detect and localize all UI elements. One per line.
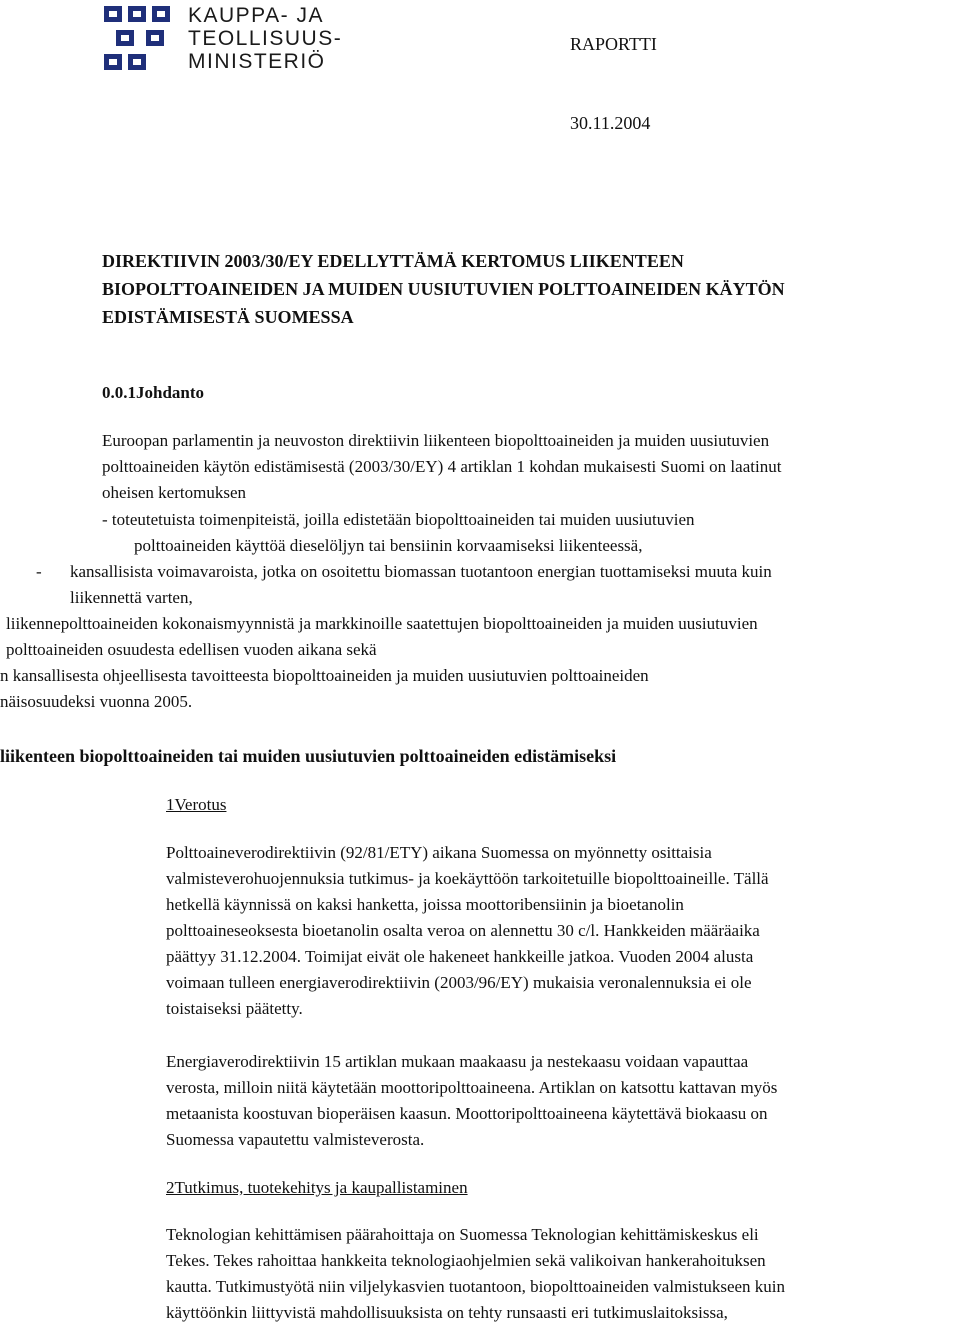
ministry-logo: [102, 4, 352, 76]
paragraph-line: toistaiseksi päätetty.: [166, 999, 303, 1018]
section-heading-measures: liikenteen biopolttoaineiden tai muiden uusiutuvien polttoaineiden edistämiseksi: [0, 746, 617, 766]
paragraph-line: päättyy 31.12.2004. Toimijat eivät ole hakeneet hankkeille jatkoa. Vuoden 2004 alusta: [166, 947, 754, 966]
list-item: liikennepolttoaineiden kokonaismyynnistä ja markkinoille saatettujen biopolttoaineiden ja muiden uusiutuvien: [6, 614, 758, 633]
list-item-continuation: polttoaineiden käyttöä dieselöljyn tai bensiinin korvaamiseksi liikenteessä,: [134, 536, 643, 555]
paragraph-line: Suomessa vapautettu valmisteverosta.: [166, 1130, 425, 1149]
report-label: RAPORTTI: [570, 34, 657, 54]
report-date: 30.11.2004: [570, 113, 651, 133]
title-line: EDISTÄMISESTÄ SUOMESSA: [102, 307, 354, 327]
subsection-heading-taxation: 1Verotus: [166, 795, 227, 814]
logo-emblem-icon: [102, 4, 182, 76]
subsection-heading-research: 2Tutkimus, tuotekehitys ja kaupallistaminen: [166, 1178, 468, 1197]
paragraph-line: Teknologian kehittämisen päärahoittaja on Suomessa Teknologian kehittämiskeskus eli: [166, 1225, 759, 1244]
paragraph-line: valmisteverohuojennuksia tutkimus- ja koekäyttöön tarkoitetuille biopolttoaineille. Tällä: [166, 869, 769, 888]
section-heading-intro: 0.0.1Johdanto: [102, 383, 205, 402]
list-item-continuation: näisosuudeksi vuonna 2005.: [0, 692, 193, 711]
taxation-paragraph-1: [166, 840, 956, 1022]
list-item-continuation: polttoaineiden osuudesta edellisen vuoden aikana sekä: [6, 640, 377, 659]
paragraph-line: polttoaineseoksesta bioetanolin osalta veroa on alennettu 30 c/l. Hankkeiden määräaika: [166, 921, 760, 940]
logo-wordmark: [188, 4, 358, 73]
logo-line: TEOLLISUUS-: [188, 27, 343, 50]
paragraph-line: voimaan tulleen energiaverodirektiivin (2003/96/EY) mukaisia veronalennuksia ei ole: [166, 973, 752, 992]
list-item-continuation: liikennettä varten,: [70, 588, 193, 607]
paragraph-line: verosta, milloin niitä käytetään moottoripolttoaineena. Artiklan on katsottu kattavan myös: [166, 1078, 778, 1097]
list-item: - toteutetuista toimenpiteistä, joilla edistetään biopolttoaineiden tai muiden uusiutuvien: [102, 510, 695, 529]
intro-paragraph: [102, 428, 960, 506]
research-paragraph-1: [166, 1222, 956, 1326]
title-line: DIREKTIIVIN 2003/30/EY EDELLYTTÄMÄ KERTOMUS LIIKENTEEN: [102, 251, 684, 271]
list-item: kansallisista voimavaroista, jotka on osoitettu biomassan tuotantoon energian tuottamiseksi muuta kuin: [70, 562, 772, 581]
paragraph-line: oheisen kertomuksen: [102, 483, 246, 502]
paragraph-line: Tekes. Tekes rahoittaa hankkeita teknologiaohjelmien sekä valikoivan hankerahoituksen: [166, 1251, 766, 1270]
paragraph-line: polttoaineiden käytön edistämisestä (2003/30/EY) 4 artiklan 1 kohdan mukaisesti Suomi on laatinut: [102, 457, 782, 476]
list-bullet: -: [36, 562, 42, 581]
taxation-paragraph-2: [166, 1049, 956, 1153]
paragraph-line: hetkellä käynnissä on kaksi hanketta, joissa moottoribensiinin ja bioetanolin: [166, 895, 684, 914]
list-item: n kansallisesta ohjeellisesta tavoitteesta biopolttoaineiden ja muiden uusiutuvien polttoaineiden: [0, 666, 649, 685]
paragraph-line: Euroopan parlamentin ja neuvoston direktiivin liikenteen biopolttoaineiden ja muiden uusiutuvien: [102, 431, 770, 450]
paragraph-line: metaanista koostuvan bioperäisen kaasun. Moottoripolttoaineena käytettävä biokaasu on: [166, 1104, 768, 1123]
paragraph-line: Polttoaineverodirektiivin (92/81/ETY) aikana Suomessa on myönnetty osittaisia: [166, 843, 712, 862]
paragraph-line: käyttöönkin liittyvistä mahdollisuuksista on tehty runsaasti eri tutkimuslaitoksissa,: [166, 1303, 728, 1322]
title-line: BIOPOLTTOAINEIDEN JA MUIDEN UUSIUTUVIEN POLTTOAINEIDEN KÄYTÖN: [102, 279, 785, 299]
document-title: [102, 247, 942, 331]
logo-line: MINISTERIÖ: [188, 50, 326, 73]
logo-line: KAUPPA- JA: [188, 4, 324, 27]
paragraph-line: Energiaverodirektiivin 15 artiklan mukaan maakaasu ja nestekaasu voidaan vapauttaa: [166, 1052, 749, 1071]
paragraph-line: kautta. Tutkimustyötä niin viljelykasvien tuotantoon, biopolttoaineiden valmistukseen kuin: [166, 1277, 786, 1296]
